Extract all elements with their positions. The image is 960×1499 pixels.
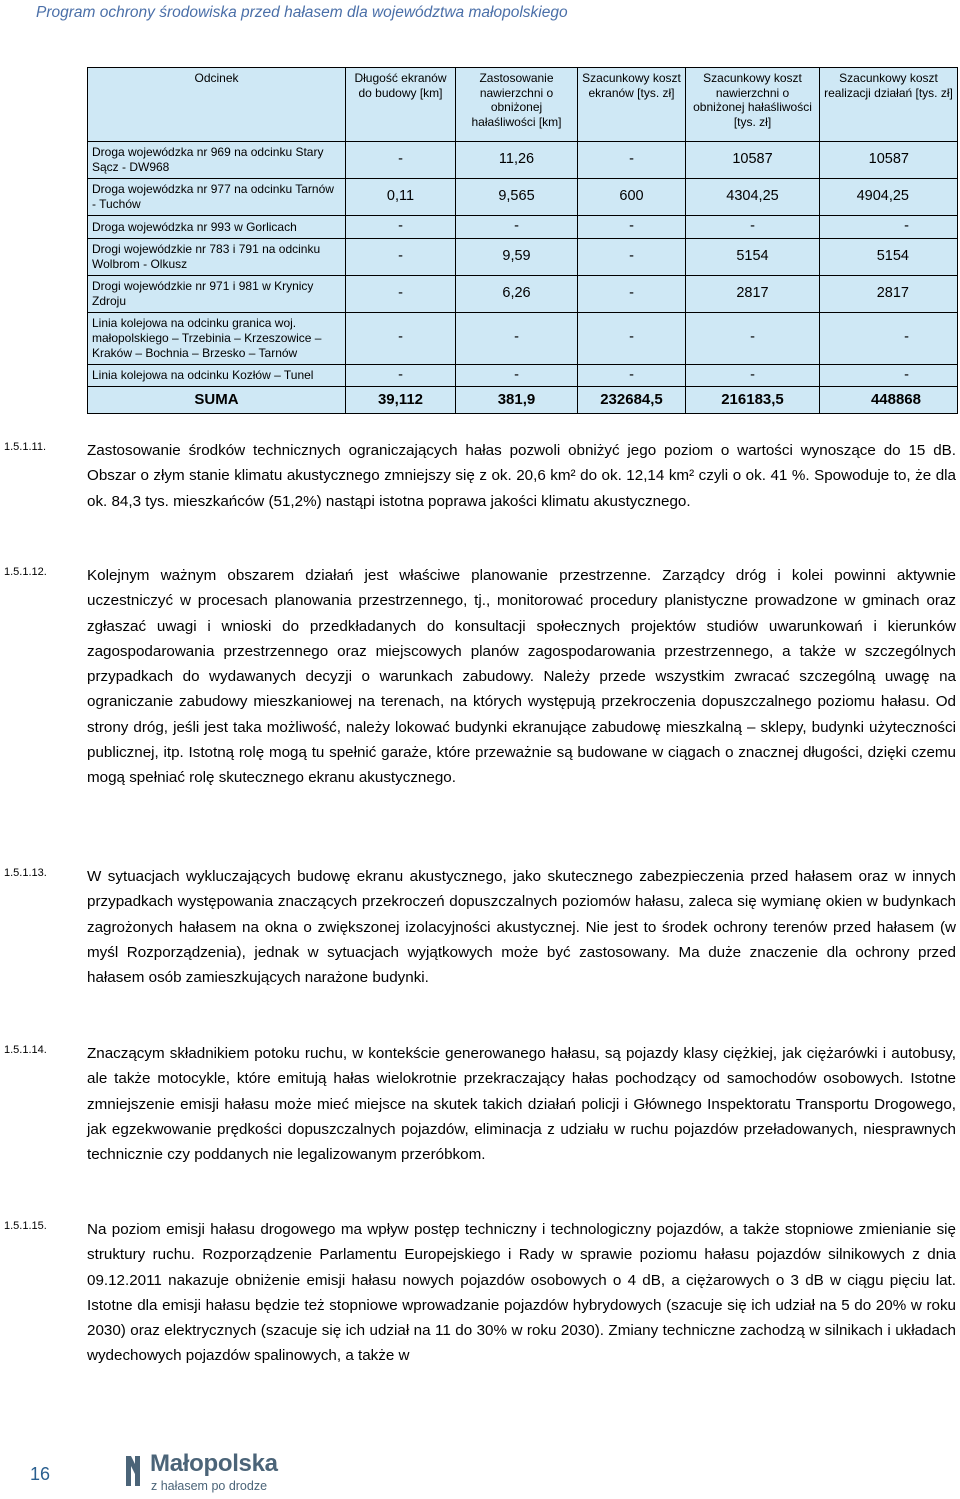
table-cell: - [346,364,456,387]
table-cell: 11,26 [456,142,578,179]
table-header-row [88,68,958,142]
table-cell: - [346,142,456,179]
segment-name: Droga wojewódzka nr 969 na odcinku Stary Sącz - DW968 [88,142,346,179]
table-cell: - [346,238,456,275]
paragraph-number: 1.5.1.14. [4,1044,47,1056]
table-cell: - [456,364,578,387]
table-cell: - [820,312,958,364]
table-cell: - [820,364,958,387]
table-cell: 5154 [686,238,820,275]
cost-table-container [87,67,957,414]
table-cell: - [578,275,686,312]
sum-label: SUMA [88,387,346,414]
table-cell: 4904,25 [820,179,958,216]
table-row [88,275,958,312]
table-cell: 10587 [686,142,820,179]
table-cell: - [578,312,686,364]
logo-name: Małopolska [150,1450,278,1477]
table-cell: - [820,216,958,239]
paragraph-text: Zastosowanie środków technicznych ograniczających hałas pozwoli obniżyć jego poziom o wartości wynoszące do 15 dB. Obszar o złym stanie klimatu akustycznego zmniejszy się z ok. 20,6 km² do ok. 12,14 km² czyli o ok. 41 %. Spowoduje to, że dla ok. 84,3 tys. mieszkańców (51,2%) nastąpi istotna poprawa jakości klimatu akustycznego. [87,442,956,510]
table-cell: - [578,216,686,239]
table-cell: - [686,216,820,239]
sum-cell: 39,112 [346,387,456,414]
table-row [88,238,958,275]
table-row [88,216,958,239]
page-header-title: Program ochrony środowiska przed hałasem dla województwa małopolskiego [36,4,568,21]
table-row [88,312,958,364]
table-cell: - [346,275,456,312]
column-header: Długość ekranów do budowy [km] [346,68,456,142]
sum-cell: 216183,5 [686,387,820,414]
table-row [88,142,958,179]
column-header: Odcinek [88,68,346,142]
table-cell: - [346,312,456,364]
table-cell: - [578,142,686,179]
table-row [88,179,958,216]
column-header: Szacunkowy koszt ekranów [tys. zł] [578,68,686,142]
malopolska-logo [124,1452,344,1492]
table-cell: 2817 [686,275,820,312]
paragraph-number: 1.5.1.13. [4,867,47,879]
page-number: 16 [30,1464,51,1484]
sum-row [88,387,958,414]
segment-name: Linia kolejowa na odcinku granica woj. małopolskiego – Trzebinia – Krzeszowice – Kraków – Bochnia – Brzesko – Tarnów [88,312,346,364]
paragraph-number: 1.5.1.15. [4,1220,47,1232]
logo-mark-icon [124,1454,144,1488]
column-header: Zastosowanie nawierzchni o obniżonej hałaśliwości [km] [456,68,578,142]
paragraph-text: Znaczącym składnikiem potoku ruchu, w kontekście generowanego hałasu, są pojazdy klasy ciężkiej, jak ciężarówki i autobusy, ale także motocykle, które emitują hałas wielokrotnie przekraczający hałas pochodzący od samochodów osobowych. Istotne zmniejszenie emisji hałasu może mieć miejsce na skutek takich działań policji i Głównego Inspektoratu Transportu Drogowego, jak egzekwowanie prędkości dopuszczalnych pojazdów, eliminacja z udziału w ruchu pojazdów przeładowanych, niesprawnych technicznie czy poddanych nie legalizowanym przeróbkom. [87,1045,956,1164]
paragraph-number: 1.5.1.12. [4,566,47,578]
column-header: Szacunkowy koszt nawierzchni o obniżonej hałaśliwości [tys. zł] [686,68,820,142]
paragraph-text: W sytuacjach wykluczających budowę ekranu akustycznego, jako skutecznego zabezpieczenia przed hałasem oraz w innych przypadkach występowania znaczących przekroczeń dopuszczalnych poziomów hałasu, zaleca się wymianę okien w budynkach zagrożonych hałasem na okna o zwiększonej izolacyjności akustycznej. Nie jest to środek ochrony terenów przed hałasem (w myśl Rozporządzenia), jednak w sytuacjach wyjątkowych może być zastosowany. Ma duże znaczenie dla ochrony przed hałasem osób zamieszkujących narażone budynki. [87,868,956,987]
table-cell: - [456,216,578,239]
cost-table [87,67,958,414]
paragraph-number: 1.5.1.11. [4,441,46,453]
segment-name: Droga wojewódzka nr 977 na odcinku Tarnów - Tuchów [88,179,346,216]
table-cell: - [346,216,456,239]
table-cell: - [456,312,578,364]
table-cell: - [686,364,820,387]
table-cell: 600 [578,179,686,216]
table-cell: 9,565 [456,179,578,216]
table-row [88,364,958,387]
segment-name: Linia kolejowa na odcinku Kozłów – Tunel [88,364,346,387]
paragraph-text: Kolejnym ważnym obszarem działań jest właściwe planowanie przestrzenne. Zarządcy dróg i kolei powinni aktywnie uczestniczyć w procesach planowania przestrzennego, tj., monitorować procedury planistyczne prowadzone w gminach oraz zgłaszać uwagi i wnioski do przedkładanych do konsultacji społecznych projektów studiów uwarunkowań i kierunków zagospodarowania przestrzennego oraz miejscowych planów zagospodarowania przestrzennego, a także w szczególnych przypadkach do wydawanych decyzji o warunkach zabudowy. Należy przede wszystkim zwracać szczególną uwagę na ograniczanie zabudowy mieszkaniowej na terenach, na których występują przekroczenia dopuszczalnego poziomu hałasu. Od strony dróg, jeśli jest taka możliwość, należy lokować budynki ekranujące zabudowę mieszkalną – sklepy, budynki użyteczności publicznej, itp. Istotną rolę mogą tu spełnić garaże, które przeważnie są budowane w ciągach o znacznej długości, dzięki czemu mogą spełniać rolę skutecznego ekranu akustycznego. [87,567,956,787]
paragraph-text: Na poziom emisji hałasu drogowego ma wpływ postęp techniczny i technologiczny pojazdów, a także stopniowe zmienianie się struktury ruchu. Rozporządzenie Parlamentu Europejskiego i Rady w sprawie poziomu hałasu pojazdów silnikowych z dnia 09.12.2011 nakazuje obniżenie emisji hałasu nowych pojazdów osobowych o 4 dB, a ciężarowych o 3 dB w ciągu pięciu lat. Istotne dla emisji hałasu będzie też stopniowe wprowadzanie pojazdów hybrydowych (szacuje się ich udział na 5 do 20% w roku 2030) oraz elektrycznych (szacuje się ich udział na 11 do 30% w roku 2030). Zmiany techniczne zachodzą w silnikach i układach wydechowych pojazdów spalinowych, a także w [87,1221,956,1365]
table-cell: - [578,238,686,275]
segment-name: Drogi wojewódzkie nr 783 i 791 na odcinku Wolbrom - Olkusz [88,238,346,275]
table-cell: - [686,312,820,364]
sum-cell: 448868 [820,387,958,414]
table-cell: 5154 [820,238,958,275]
table-cell: 4304,25 [686,179,820,216]
table-cell: - [578,364,686,387]
table-cell: 6,26 [456,275,578,312]
table-cell: 2817 [820,275,958,312]
table-cell: 9,59 [456,238,578,275]
segment-name: Droga wojewódzka nr 993 w Gorlicach [88,216,346,239]
logo-tagline: z hałasem po drodze [151,1479,268,1493]
table-cell: 0,11 [346,179,456,216]
sum-cell: 232684,5 [578,387,686,414]
segment-name: Drogi wojewódzkie nr 971 i 981 w Krynicy Zdroju [88,275,346,312]
table-cell: 10587 [820,142,958,179]
sum-cell: 381,9 [456,387,578,414]
column-header: Szacunkowy koszt realizacji działań [tys. zł] [820,68,958,142]
